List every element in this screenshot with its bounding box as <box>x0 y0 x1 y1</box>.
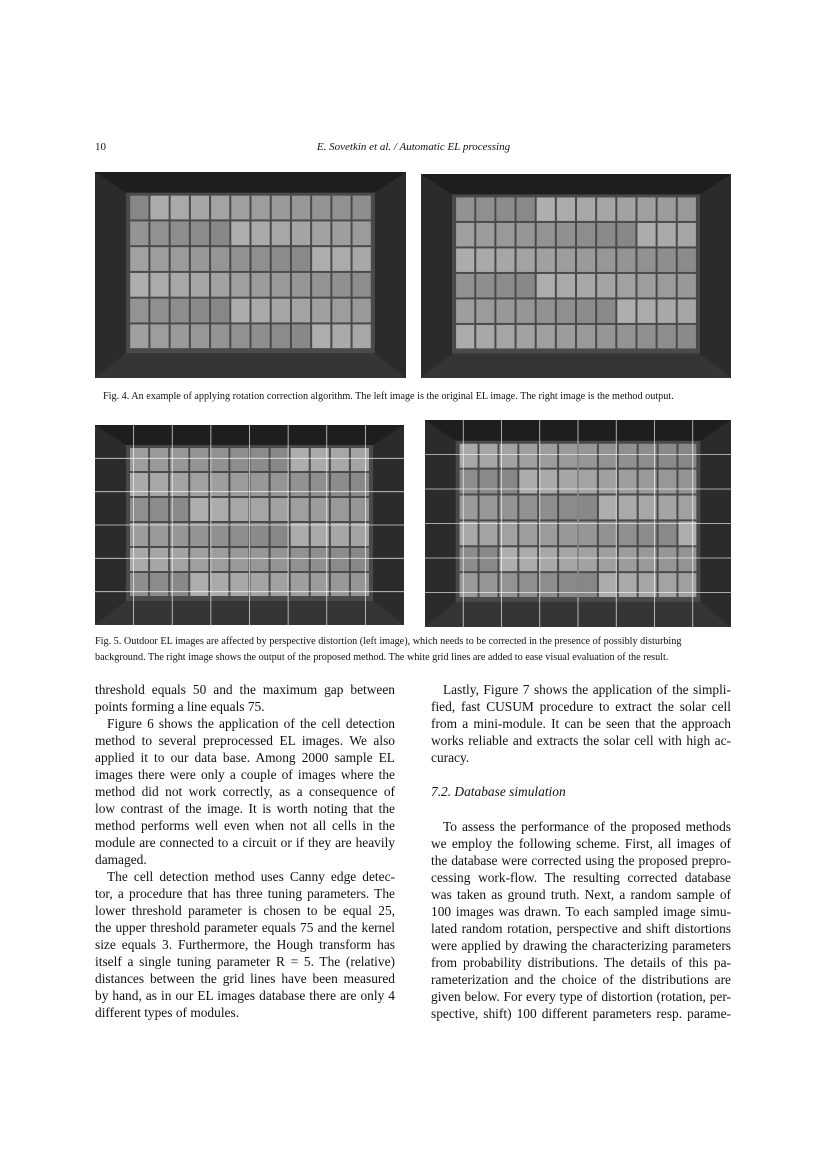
paragraph-line: tor, a procedure that has three tuning parameters. The <box>95 886 395 901</box>
paragraph-line: cessing work-flow. The resulting corrected database <box>431 870 731 885</box>
paragraph-line: The cell detection method uses Canny edge detec- <box>107 869 395 884</box>
paragraph-line: size equals 3. Furthermore, the Hough transform has <box>95 937 395 952</box>
paragraph-line: To assess the performance of the proposed methods <box>443 819 731 834</box>
paragraph-line: Lastly, Figure 7 shows the application of the simpli- <box>443 682 731 697</box>
spacer <box>431 800 731 818</box>
paragraph-line: by hand, as in our EL images database there are only 4 <box>95 988 395 1003</box>
paragraph-line: distances between the grid lines have been measured <box>95 971 395 986</box>
paragraph-line: curacy. <box>431 750 470 765</box>
paragraph-line: method performs well even when not all cells in the <box>95 818 395 833</box>
paragraph-line: from a mini-module. It can be seen that the approach <box>431 716 731 731</box>
paragraph-line: rameterization and the choice of the distributions are <box>431 972 731 987</box>
paragraph-line: was taken as ground truth. Next, a random sample of <box>431 887 731 902</box>
paragraph-line: the upper threshold parameter equals 75 and the kernel <box>95 920 395 935</box>
fig5-caption-line: background. The right image shows the output of the proposed method. The white grid lines are added to ease visual evaluation of the result. <box>95 651 669 663</box>
fig4-caption: Fig. 4. An example of applying rotation correction algorithm. The left image is the original EL image. The right image is the method output. <box>103 391 674 402</box>
paragraph-line: method to several preprocessed EL images. We also <box>95 733 395 748</box>
paragraph-line: threshold equals 50 and the maximum gap between <box>95 682 395 697</box>
paragraph-line: damaged. <box>95 852 147 867</box>
paragraph-line: were applied by drawing the characterizing parameters <box>431 938 731 953</box>
fig5-corrected-el-image <box>425 420 731 627</box>
paragraph-line: lower threshold parameter is chosen to be equal 25, <box>95 903 395 918</box>
paragraph-line: lated random rotation, perspective and shift distortions <box>431 921 731 936</box>
paragraph-line: images there were only a couple of images where the <box>95 767 395 782</box>
fig5-caption-line: Fig. 5. Outdoor EL images are affected by perspective distortion (left image), which needs to be corrected in the presence of possibly disturbing <box>95 636 682 647</box>
section-heading: 7.2. Database simulation <box>431 784 566 799</box>
paragraph-line: works reliable and extracts the solar cell with high ac- <box>431 733 731 748</box>
fig4-original-el-image <box>95 172 406 378</box>
page-number: 10 <box>95 141 106 153</box>
running-head: E. Sovetkin et al. / Automatic EL processing <box>316 141 511 153</box>
paragraph-line: low contrast of the image. It is worth noting that the <box>95 801 395 816</box>
paragraph-line: fied, fast CUSUM procedure to extract the solar cell <box>431 699 731 714</box>
paragraph-line: module are connected to a circuit or if they are heavily <box>95 835 395 850</box>
paragraph-line: the database were corrected using the proposed prepro- <box>431 853 731 868</box>
paragraph-line: itself a single tuning parameter R = 5. The (relative) <box>95 954 395 969</box>
paragraph-line: different types of modules. <box>95 1005 240 1020</box>
paragraph-line: Figure 6 shows the application of the cell detection <box>107 716 395 731</box>
right-column <box>431 681 731 1022</box>
paragraph-line: method did not work correctly, as a consequence of <box>95 784 395 799</box>
paragraph-line: we employ the following scheme. First, all images of <box>431 836 731 851</box>
fig4-corrected-el-image <box>421 174 731 378</box>
paragraph-line: 100 images was drawn. To each sampled image simu- <box>431 904 731 919</box>
spacer <box>431 766 731 783</box>
fig5-caption <box>95 634 681 665</box>
paragraph-line: applied it to our data base. Among 2000 sample EL <box>95 750 395 765</box>
paragraph-line: points forming a line equals 75. <box>95 699 265 714</box>
paragraph-line: spective, shift) 100 different parameters resp. parame- <box>431 1006 731 1021</box>
left-column <box>95 681 395 1021</box>
paragraph-line: given below. For every type of distortion (rotation, per- <box>431 989 731 1004</box>
paragraph-line: from probability distributions. The details of this pa- <box>431 955 731 970</box>
fig5-distorted-el-image <box>95 425 404 625</box>
